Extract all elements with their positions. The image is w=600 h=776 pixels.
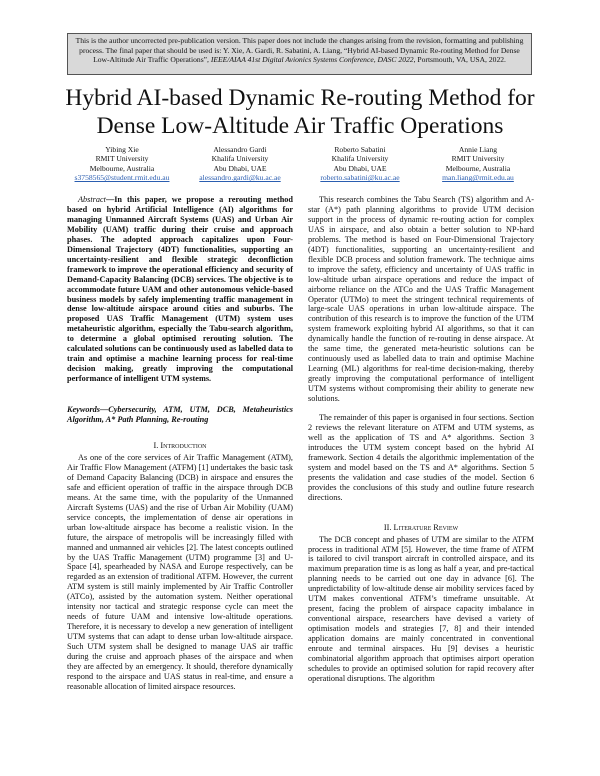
author-name: Roberto Sabatini [334, 145, 386, 154]
section-heading-literature-review: II. Literature Review [383, 522, 459, 532]
paragraph: The remainder of this paper is organised in four sections. Section 2 reviews the relevant literature on ATFM and UTM systems, as well as the application of TS and A* algorithms. Section 3 introduces the UTM system concept based on the hybrid AI framework. Section 4 details the algorithmic implementation of the system and model based on the TS and A* algorithms. Section 5 presents the validation and case studies of the model. Section 6 provides the conclusions of this study and outline future research directions. [308, 413, 534, 502]
author-email-link[interactable]: man.liang@rmit.edu.au [442, 173, 514, 183]
author-email-link[interactable]: alessandro.gardi@ku.ac.ae [199, 173, 281, 183]
author-block [295, 145, 425, 183]
abstract [67, 195, 293, 384]
author-name: Annie Liang [458, 145, 498, 154]
paragraph: The DCB concept and phases of UTM are similar to the ATFM process in traditional ATM [5]. However, the time frame of ATFM is tailored to civil transport aircraft in controlled airspace, and its maximum preparation time is as long as half a year, and pre-tactical planning needs to be carried out one day in advance [6]. The unpredictability of low-altitude dense air mobility services faced by UTM makes conventional ATFM’s timeframe unsuitable. At present, facing the problem of airspace capacity imbalance in conventional airspace, researchers have devised a variety of optimisation models and strategies [7, 8] and their intended application domains are mainly concentrated in conventional enroute and terminal airspaces. Hu [9] devises a heuristic combinatorial algorithm approach that optimises airport operation schedules to provide an optimised solution for rapid recovery after operational disruptions. The algorithm [308, 534, 534, 683]
paper-title [0, 84, 600, 140]
author-email-link[interactable]: s3758565@student.rmit.edu.au [74, 173, 170, 183]
section-heading-introduction: I. Introduction [153, 441, 207, 451]
author-email-link[interactable]: roberto.sabatini@ku.ac.ae [320, 173, 400, 183]
author-block [175, 145, 305, 183]
paragraph: As one of the core services of Air Traffic Management (ATM), Air Traffic Flow Management (ATFM) [1] undertakes the basic task of Demand Capacity Balancing (DCB) in airspace and ensures the safe and efficient operation of traffic in the airspace through DCB means. At the same time, with the popularity of the Unmanned Aircraft Systems (UAS) and the rise of Urban Air Mobility (UAM) service concepts, the implementation of dense air operations in urban low-altitude airspace has become a realistic vision. In the future, the airspace of metropolis will be increasingly filled with manned and unmanned air vehicles [2]. The latest concepts outlined by the UAS Traffic Management (UTM) programme [3] and U-Space [4], spearheaded by NASA and Europe respectively, can be regarded as an extension of traditional ATFM. However, the current ATM system is still mainly implemented by Air Traffic Controller (ATCo), assisted by the automation system. Neither operational intensity nor tactical and strategic response cycle can meet the needs of future UAM and intensive low-altitude operations. Therefore, it is necessary to develop a new generation of intelligent UTM systems that can adapt to dense urban low-altitude airspace. Such UTM system shall be designed to manage UAS air traffic during the cruise and approach phases of the airspace and when they are affected by an emergency. It should, therefore dynamically respond to the airspace and UAS status in real-time, and ensure a reasonable allocation of limited airspace resources. [67, 452, 293, 691]
author-location: Abu Dhabi, UAE [333, 163, 387, 173]
title-line-1: Hybrid AI-based Dynamic Re-routing Method for [65, 85, 535, 111]
title-line-2: Dense Low-Altitude Air Traffic Operations [96, 113, 504, 139]
author-affiliation: Khalifa University [331, 154, 389, 164]
author-block [57, 145, 187, 183]
author-affiliation: RMIT University [451, 154, 505, 164]
author-block [413, 145, 543, 183]
notice-venue: IEEE/AIAA 41st Digital Avionics Systems Conference, DASC 2022 [210, 55, 414, 65]
abstract-label: Abstract [78, 195, 106, 204]
prepublication-notice [67, 33, 532, 75]
author-location: Melbourne, Australia [445, 163, 511, 173]
abstract-text: —In this paper, we propose a rerouting method based on hybrid Artificial Intelligence (AI) algorithms for managing Unmanned Aircraft Systems (UAS) and Urban Air Mobility (UAM) traffic during their cruise and approach phases. The adopted approach capitalizes upon Four-Dimensional Trajectory (4DT) functionalities, supporting an uncertainty-resilient and flexible strategic deconfliction framework to improve the operational efficiency and security of Demand-Capacity Balancing (DCB) services. The objective is to accommodate future UAM and other autonomous vehicle-based business models by safely implementing traffic management in dense low-altitude airspace around cities and suburbs. The proposed UAS Traffic Management (UTM) system uses metaheuristic algorithm, especially the Tabu-search algorithm, to determine a global optimised rerouting solution. The calculated solutions can be continuously used as labelled data to train and optimise a machine learning process for real-time decision making, greatly improving the computational performance of intelligent UTM systems. [67, 195, 293, 384]
left-column [67, 195, 293, 692]
author-affiliation: Khalifa University [211, 154, 269, 164]
author-location: Melbourne, Australia [89, 163, 155, 173]
author-name: Alessandro Gardi [213, 145, 267, 154]
keywords: Keywords—Cybersecurity, ATM, UTM, DCB, Metaheuristics Algorithm, A* Path Planning, Re-routing [67, 405, 293, 425]
notice-text-end: , Portsmouth, VA, USA, 2022. [413, 55, 506, 65]
author-location: Abu Dhabi, UAE [213, 163, 267, 173]
author-affiliation: RMIT University [95, 154, 149, 164]
author-name: Yibing Xie [105, 145, 139, 154]
right-column [308, 195, 534, 684]
paragraph: This research combines the Tabu Search (TS) algorithm and A-star (A*) path planning algorithms to provide UTM decision support in the process of dynamic re-routing action for complex UAS in airspace, and also obtain a better solution to NP-hard problems. The method is based on Four-Dimensional Trajectory (4DT) functionalities, supporting an uncertainty-resilient and flexible DCB process and solution framework. The technique aims to improve the safety, efficiency and uncertainty of UAS traffic in low-altitude urban airspace operations and reduce the impact of airborne reliance on the ATCo and the UAS Traffic Management Operator (UTMo) to meet the stringent technical requirements of large-scale UAS operations in urban low-altitude airspace. The contribution of this research is to improve the function of the UTM system framework exploiting hybrid AI algorithms, so that it can dynamically handle the function of re-routing in dense airspace. At the same time, the generated meta-heuristic solutions can be continuously used as labelled data to train and optimise Machine Learning (ML) algorithms for real-time decision-making, thereby greatly improving the computational performance of intelligent UTM systems without compromising their ability to generate new solutions. [308, 195, 534, 404]
notice-text: This is the author uncorrected pre-publication version. This paper does not include the changes arising from the revision, formatting and publishing process. The final paper that should be used is: Y. Xie, A. Gardi, R. Sabatini, A. Liang, “Hybrid AI-based Dynamic Re-routing Method for Dense Low-Altitude Air Traffic Operations”, [75, 36, 524, 65]
